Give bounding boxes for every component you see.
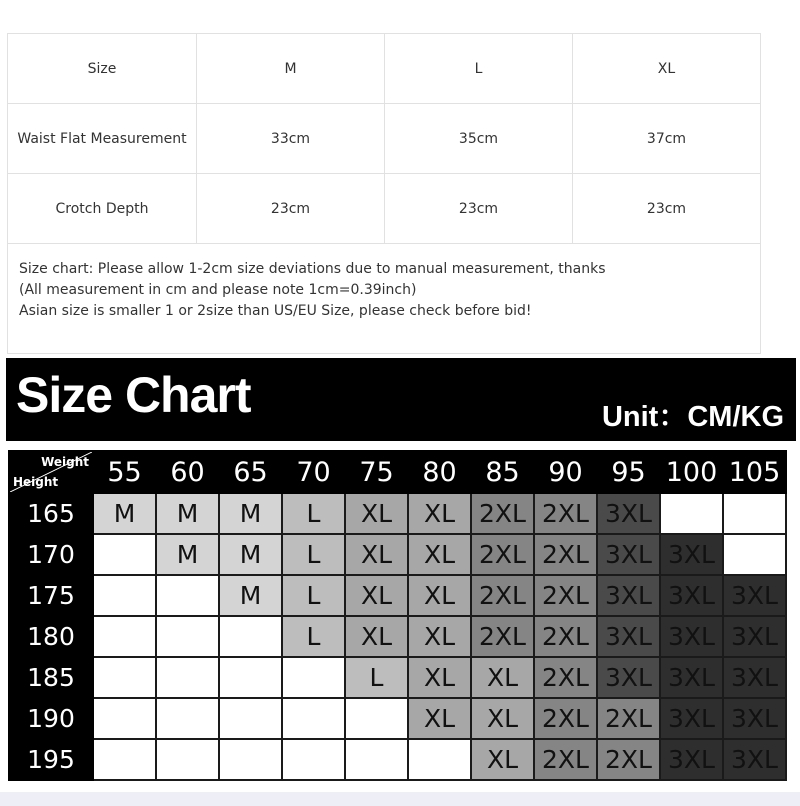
weight-header-105: 105 — [723, 451, 786, 493]
measurement-table — [7, 33, 761, 354]
size-cell-175-55 — [93, 575, 156, 616]
size-cell-170-85: 2XL — [471, 534, 534, 575]
weight-header-60: 60 — [156, 451, 219, 493]
size-cell-180-70: L — [282, 616, 345, 657]
waist-l: 35cm — [385, 104, 573, 174]
size-cell-185-60 — [156, 657, 219, 698]
size-cell-180-105: 3XL — [723, 616, 786, 657]
size-cell-195-55 — [93, 739, 156, 780]
crotch-l: 23cm — [385, 174, 573, 244]
size-cell-180-85: 2XL — [471, 616, 534, 657]
size-cell-170-80: XL — [408, 534, 471, 575]
height-header-190: 190 — [9, 698, 93, 739]
size-cell-170-55 — [93, 534, 156, 575]
size-cell-165-70: L — [282, 493, 345, 534]
size-cell-195-105: 3XL — [723, 739, 786, 780]
size-cell-170-70: L — [282, 534, 345, 575]
size-cell-170-105 — [723, 534, 786, 575]
size-cell-195-75 — [345, 739, 408, 780]
corner-height-label: Height — [13, 475, 59, 489]
crotch-xl: 23cm — [573, 174, 761, 244]
size-cell-170-90: 2XL — [534, 534, 597, 575]
size-cell-185-75: L — [345, 657, 408, 698]
size-cell-165-100 — [660, 493, 723, 534]
size-cell-180-90: 2XL — [534, 616, 597, 657]
size-cell-180-60 — [156, 616, 219, 657]
size-cell-195-95: 2XL — [597, 739, 660, 780]
size-cell-175-60 — [156, 575, 219, 616]
size-chart-banner — [6, 358, 796, 441]
size-cell-190-90: 2XL — [534, 698, 597, 739]
note-line-3: Asian size is smaller 1 or 2size than US/EU Size, please check before bid! — [19, 303, 532, 319]
size-cell-175-80: XL — [408, 575, 471, 616]
banner-title: Size Chart — [16, 367, 251, 423]
grid-row-175 — [9, 575, 786, 616]
size-grid — [8, 450, 787, 781]
row-label-waist: Waist Flat Measurement — [8, 104, 197, 174]
size-cell-175-100: 3XL — [660, 575, 723, 616]
measurement-note-row — [8, 244, 761, 354]
weight-header-100: 100 — [660, 451, 723, 493]
size-cell-165-95: 3XL — [597, 493, 660, 534]
size-cell-170-65: M — [219, 534, 282, 575]
size-cell-175-70: L — [282, 575, 345, 616]
size-cell-185-90: 2XL — [534, 657, 597, 698]
banner-unit: Unit：CM/KG — [601, 401, 784, 433]
size-cell-180-55 — [93, 616, 156, 657]
crotch-m: 23cm — [197, 174, 385, 244]
size-cell-190-100: 3XL — [660, 698, 723, 739]
size-cell-190-85: XL — [471, 698, 534, 739]
size-cell-165-80: XL — [408, 493, 471, 534]
row-label-crotch: Crotch Depth — [8, 174, 197, 244]
size-cell-170-95: 3XL — [597, 534, 660, 575]
grid-row-180 — [9, 616, 786, 657]
size-cell-170-75: XL — [345, 534, 408, 575]
size-cell-190-55 — [93, 698, 156, 739]
size-cell-195-80 — [408, 739, 471, 780]
weight-header-65: 65 — [219, 451, 282, 493]
grid-row-185 — [9, 657, 786, 698]
size-cell-180-65 — [219, 616, 282, 657]
size-cell-190-70 — [282, 698, 345, 739]
measurement-note — [8, 244, 761, 354]
size-cell-185-95: 3XL — [597, 657, 660, 698]
size-cell-175-95: 3XL — [597, 575, 660, 616]
height-header-185: 185 — [9, 657, 93, 698]
note-line-2: (All measurement in cm and please note 1cm=0.39inch) — [19, 282, 417, 298]
size-cell-195-90: 2XL — [534, 739, 597, 780]
size-cell-185-55 — [93, 657, 156, 698]
height-header-170: 170 — [9, 534, 93, 575]
size-cell-165-65: M — [219, 493, 282, 534]
height-header-195: 195 — [9, 739, 93, 780]
size-cell-190-105: 3XL — [723, 698, 786, 739]
size-cell-190-65 — [219, 698, 282, 739]
measurement-row-waist — [8, 104, 761, 174]
height-header-180: 180 — [9, 616, 93, 657]
header-size: Size — [8, 34, 197, 104]
grid-row-165 — [9, 493, 786, 534]
weight-header-90: 90 — [534, 451, 597, 493]
measurement-row-crotch — [8, 174, 761, 244]
size-cell-190-75 — [345, 698, 408, 739]
size-cell-180-75: XL — [345, 616, 408, 657]
size-cell-180-95: 3XL — [597, 616, 660, 657]
size-cell-180-80: XL — [408, 616, 471, 657]
size-cell-190-80: XL — [408, 698, 471, 739]
size-cell-180-100: 3XL — [660, 616, 723, 657]
bottom-strip — [0, 792, 800, 806]
header-size-l: L — [385, 34, 573, 104]
size-cell-195-60 — [156, 739, 219, 780]
grid-row-195 — [9, 739, 786, 780]
header-size-m: M — [197, 34, 385, 104]
size-cell-175-105: 3XL — [723, 575, 786, 616]
size-cell-190-95: 2XL — [597, 698, 660, 739]
weight-header-55: 55 — [93, 451, 156, 493]
waist-xl: 37cm — [573, 104, 761, 174]
grid-header-row — [9, 451, 786, 493]
size-cell-165-55: M — [93, 493, 156, 534]
size-cell-165-85: 2XL — [471, 493, 534, 534]
waist-m: 33cm — [197, 104, 385, 174]
size-cell-165-90: 2XL — [534, 493, 597, 534]
size-cell-185-80: XL — [408, 657, 471, 698]
weight-header-95: 95 — [597, 451, 660, 493]
size-cell-170-100: 3XL — [660, 534, 723, 575]
weight-header-85: 85 — [471, 451, 534, 493]
size-cell-175-65: M — [219, 575, 282, 616]
size-cell-190-60 — [156, 698, 219, 739]
measurement-header-row — [8, 34, 761, 104]
grid-row-190 — [9, 698, 786, 739]
size-cell-165-105 — [723, 493, 786, 534]
size-cell-175-90: 2XL — [534, 575, 597, 616]
grid-corner — [9, 451, 93, 493]
size-cell-185-100: 3XL — [660, 657, 723, 698]
grid-row-170 — [9, 534, 786, 575]
size-cell-185-65 — [219, 657, 282, 698]
size-cell-185-105: 3XL — [723, 657, 786, 698]
size-cell-175-75: XL — [345, 575, 408, 616]
size-cell-185-70 — [282, 657, 345, 698]
note-line-1: Size chart: Please allow 1-2cm size deviations due to manual measurement, thanks — [19, 261, 606, 277]
size-cell-170-60: M — [156, 534, 219, 575]
size-cell-195-100: 3XL — [660, 739, 723, 780]
weight-header-70: 70 — [282, 451, 345, 493]
size-cell-165-60: M — [156, 493, 219, 534]
size-cell-165-75: XL — [345, 493, 408, 534]
weight-header-75: 75 — [345, 451, 408, 493]
header-size-xl: XL — [573, 34, 761, 104]
size-cell-195-70 — [282, 739, 345, 780]
size-cell-195-85: XL — [471, 739, 534, 780]
size-cell-185-85: XL — [471, 657, 534, 698]
weight-header-80: 80 — [408, 451, 471, 493]
size-cell-195-65 — [219, 739, 282, 780]
corner-weight-label: Weight — [41, 455, 89, 469]
size-cell-175-85: 2XL — [471, 575, 534, 616]
height-header-175: 175 — [9, 575, 93, 616]
height-header-165: 165 — [9, 493, 93, 534]
